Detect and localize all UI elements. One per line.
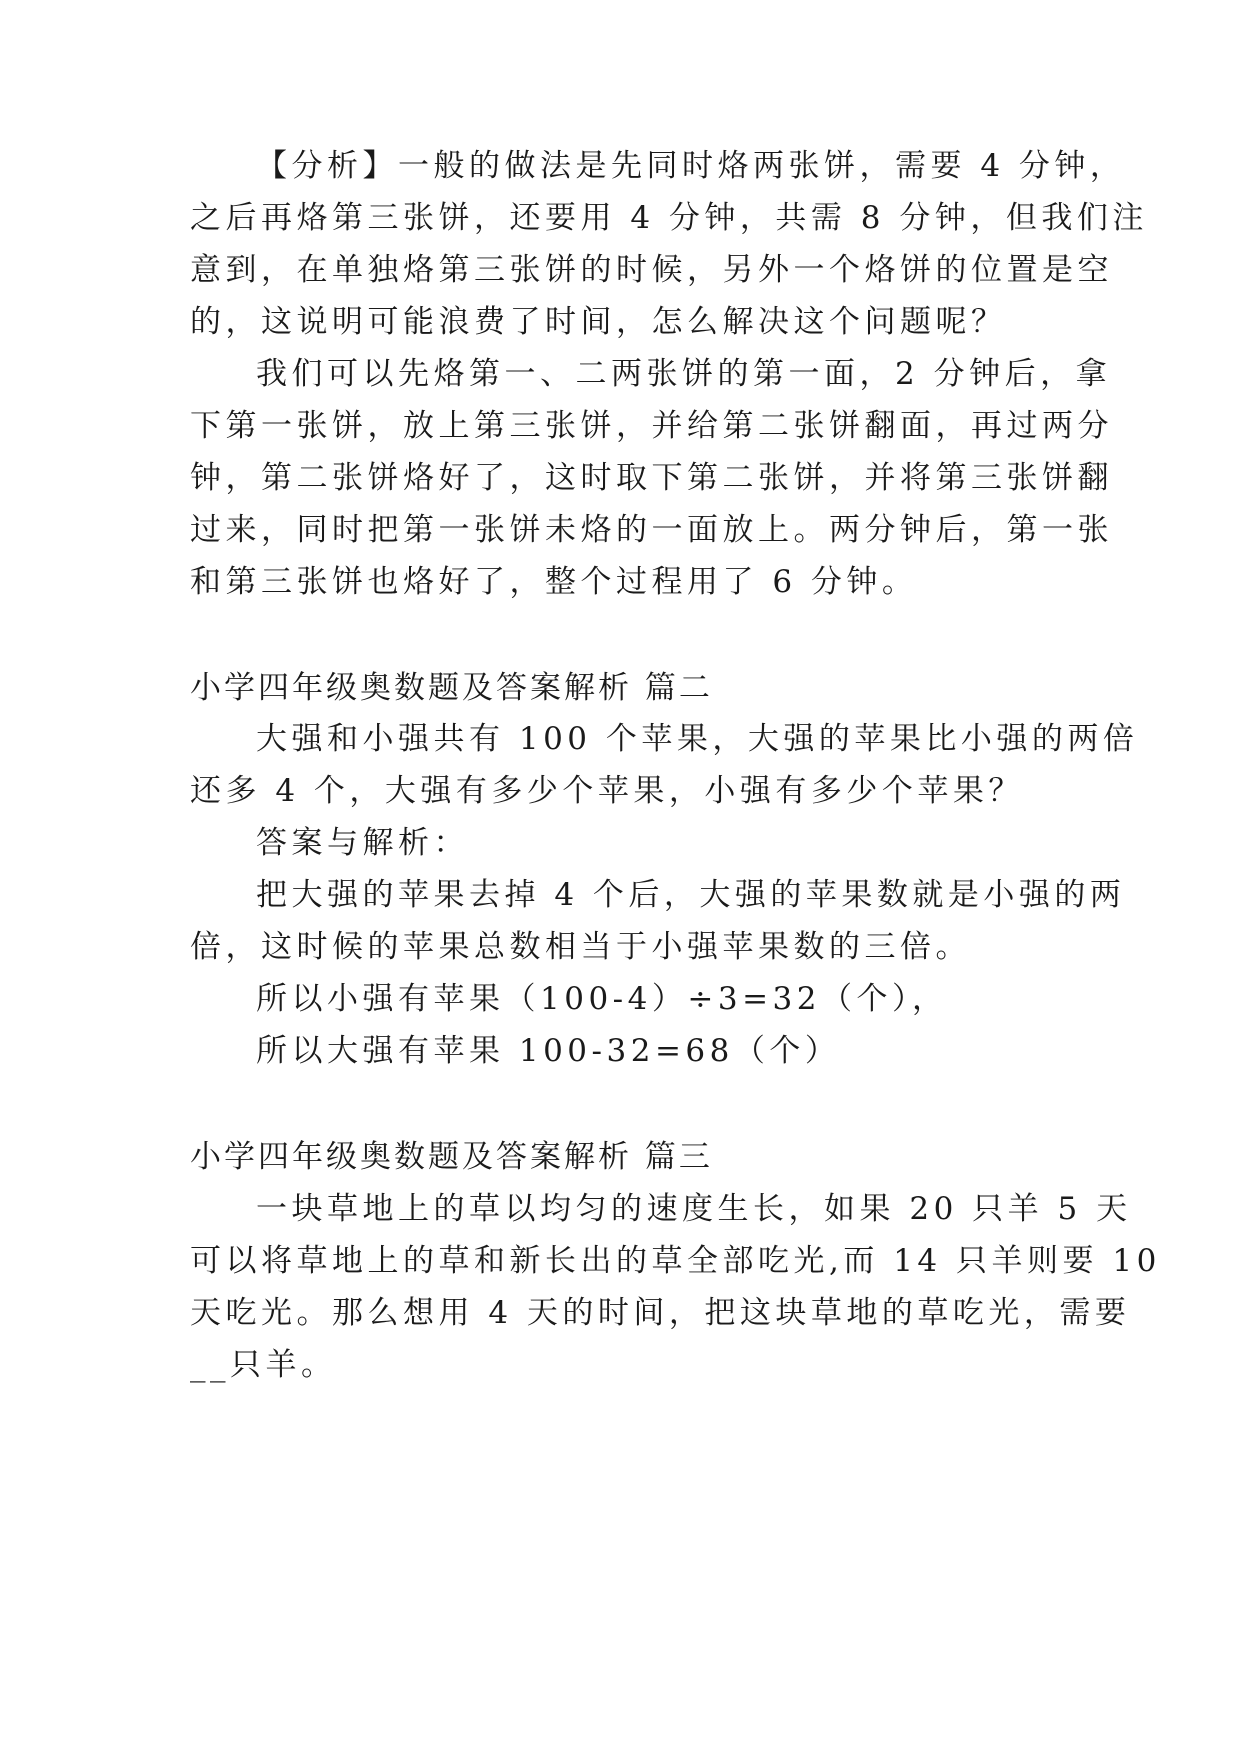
solution-paragraph-line: 我们可以先烙第一、二两张饼的第一面，2 分钟后，拿 <box>256 356 1112 392</box>
solution-paragraph-line: 钟，第二张饼烙好了，这时取下第二张饼，并将第三张饼翻 <box>190 460 1113 496</box>
explanation-line: 倍，这时候的苹果总数相当于小强苹果数的三倍。 <box>190 929 971 965</box>
analysis-paragraph-line: 之后再烙第三张饼，还要用 4 分钟，共需 8 分钟，但我们注 <box>190 200 1148 236</box>
question-line: 一块草地上的草以均匀的速度生长，如果 20 只羊 5 天 <box>256 1191 1132 1227</box>
question-line: 天吃光。那么想用 4 天的时间，把这块草地的草吃光，需要 <box>190 1295 1131 1331</box>
answer-label: 答案与解析： <box>256 825 469 861</box>
solution-paragraph-line: 和第三张饼也烙好了，整个过程用了 6 分钟。 <box>190 564 918 600</box>
question-line: 大强和小强共有 100 个苹果，大强的苹果比小强的两倍 <box>256 721 1139 757</box>
calculation-line: 所以大强有苹果 100-32=68（个） <box>256 1033 841 1069</box>
question-line: __只羊。 <box>190 1347 337 1383</box>
question-line: 还多 4 个，大强有多少个苹果，小强有多少个苹果？ <box>190 773 1024 809</box>
section-heading: 小学四年级奥数题及答案解析 篇三 <box>190 1139 713 1175</box>
solution-paragraph-line: 下第一张饼，放上第三张饼，并给第二张饼翻面，再过两分 <box>190 408 1113 444</box>
section-heading: 小学四年级奥数题及答案解析 篇二 <box>190 670 713 706</box>
question-line: 可以将草地上的草和新长出的草全部吃光,而 14 只羊则要 10 <box>190 1243 1161 1279</box>
solution-paragraph-line: 过来，同时把第一张饼未烙的一面放上。两分钟后，第一张 <box>190 512 1113 548</box>
analysis-paragraph-line: 的，这说明可能浪费了时间，怎么解决这个问题呢？ <box>190 304 1007 340</box>
explanation-line: 把大强的苹果去掉 4 个后，大强的苹果数就是小强的两 <box>256 877 1126 913</box>
analysis-paragraph-line: 【分析】一般的做法是先同时烙两张饼，需要 4 分钟， <box>256 148 1126 184</box>
analysis-paragraph-line: 意到，在单独烙第三张饼的时候，另外一个烙饼的位置是空 <box>190 252 1113 288</box>
calculation-line: 所以小强有苹果（100-4）÷3=32（个）， <box>256 981 948 1017</box>
